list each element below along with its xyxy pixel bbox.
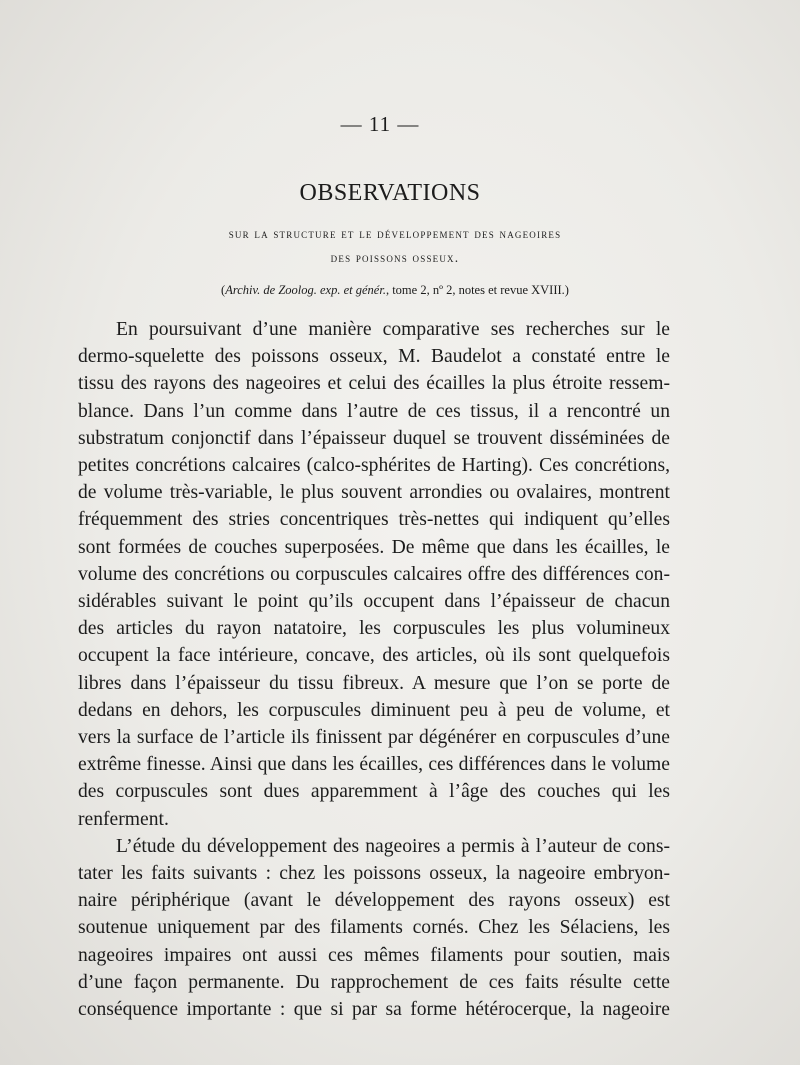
article-title: OBSERVATIONS [299,180,481,206]
text-line: des articles du rayon natatoire, les corpuscules les plus volumineux [78,618,670,640]
reference-archiv: Archiv. [225,283,261,297]
paragraph-2 [78,833,670,1023]
text-line: soutenue uniquement par des filaments cornés. Chez les Sélaciens, les [78,917,670,939]
text-line: nageoires impaires ont aussi ces mêmes filaments pour soutien, mais [78,944,670,966]
reference-zoolog: de Zoolog. [263,283,317,297]
body-text [78,316,670,1023]
text-line: sont formées de couches superposées. De même que dans les écailles, le [78,536,670,558]
text-line: libres dans l’épaisseur du tissu fibreux. A mesure que l’on se porte de [78,672,670,694]
text-line: tater les faits suivants : chez les poissons osseux, la nageoire embryon- [78,863,670,885]
text-line: sidérables suivant le point qu’ils occupent dans l’épaisseur de chacun [78,591,670,613]
text-line: petites concrétions calcaires (calco-sphérites de Harting). Ces concrétions, [78,455,670,477]
text-line: de volume très-variable, le plus souvent arrondies ou ovalaires, montrent [78,482,670,504]
reference-exp: exp. et génér. [320,283,386,297]
reference-rest: , tome 2, nº 2, notes et revue XVIII.) [385,283,569,297]
text-line: fréquemment des stries concentriques très-nettes qui indiquent qu’elles [78,509,670,531]
text-line: volume des concrétions ou corpuscules calcaires offre des différences con- [78,563,670,585]
paragraph-1 [78,316,670,833]
text-line: dermo-squelette des poissons osseux, M. Baudelot a constaté entre le [78,346,670,368]
text-line: blance. Dans l’un comme dans l’autre de ces tissus, il a rencontré un [78,400,670,422]
text-line: dedans en dehors, les corpuscules diminuent peu à peu de volume, et [78,699,670,721]
page-number: — 11 — [340,112,420,136]
source-reference [0,283,790,298]
text-line: occupent la face intérieure, concave, des articles, où ils sont quelquefois [78,645,670,667]
text-line: extrême finesse. Ainsi que dans les écailles, ces différences dans le volume [78,754,670,776]
text-line: renferment. [78,808,169,830]
article-subtitle-line-1: sur la structure et le développement des nageoires [228,226,562,241]
text-line: En poursuivant d’une manière comparative ses recherches sur le [116,319,670,340]
text-line: naire périphérique (avant le développement des rayons osseux) est [78,890,670,912]
text-line: substratum conjonctif dans l’épaisseur duquel se trouvent disséminées de [78,427,670,449]
reference-open: ( [221,283,226,297]
text-line: conséquence importante : que si par sa forme hétérocerque, la nageoire [78,999,670,1021]
text-line: vers la surface de l’article ils finissent par dégénérer en corpuscules d’une [78,727,670,749]
text-line: tissu des rayons des nageoires et celui des écailles la plus étroite ressem- [78,373,670,395]
text-line: des corpuscules sont dues apparemment à l’âge des couches qui les [78,781,670,803]
text-line: d’une façon permanente. Du rapprochement de ces faits résulte cette [78,971,670,993]
text-line: L’étude du développement des nageoires a permis à l’auteur de cons- [116,835,670,857]
article-subtitle-line-2: des poissons osseux. [330,250,460,265]
